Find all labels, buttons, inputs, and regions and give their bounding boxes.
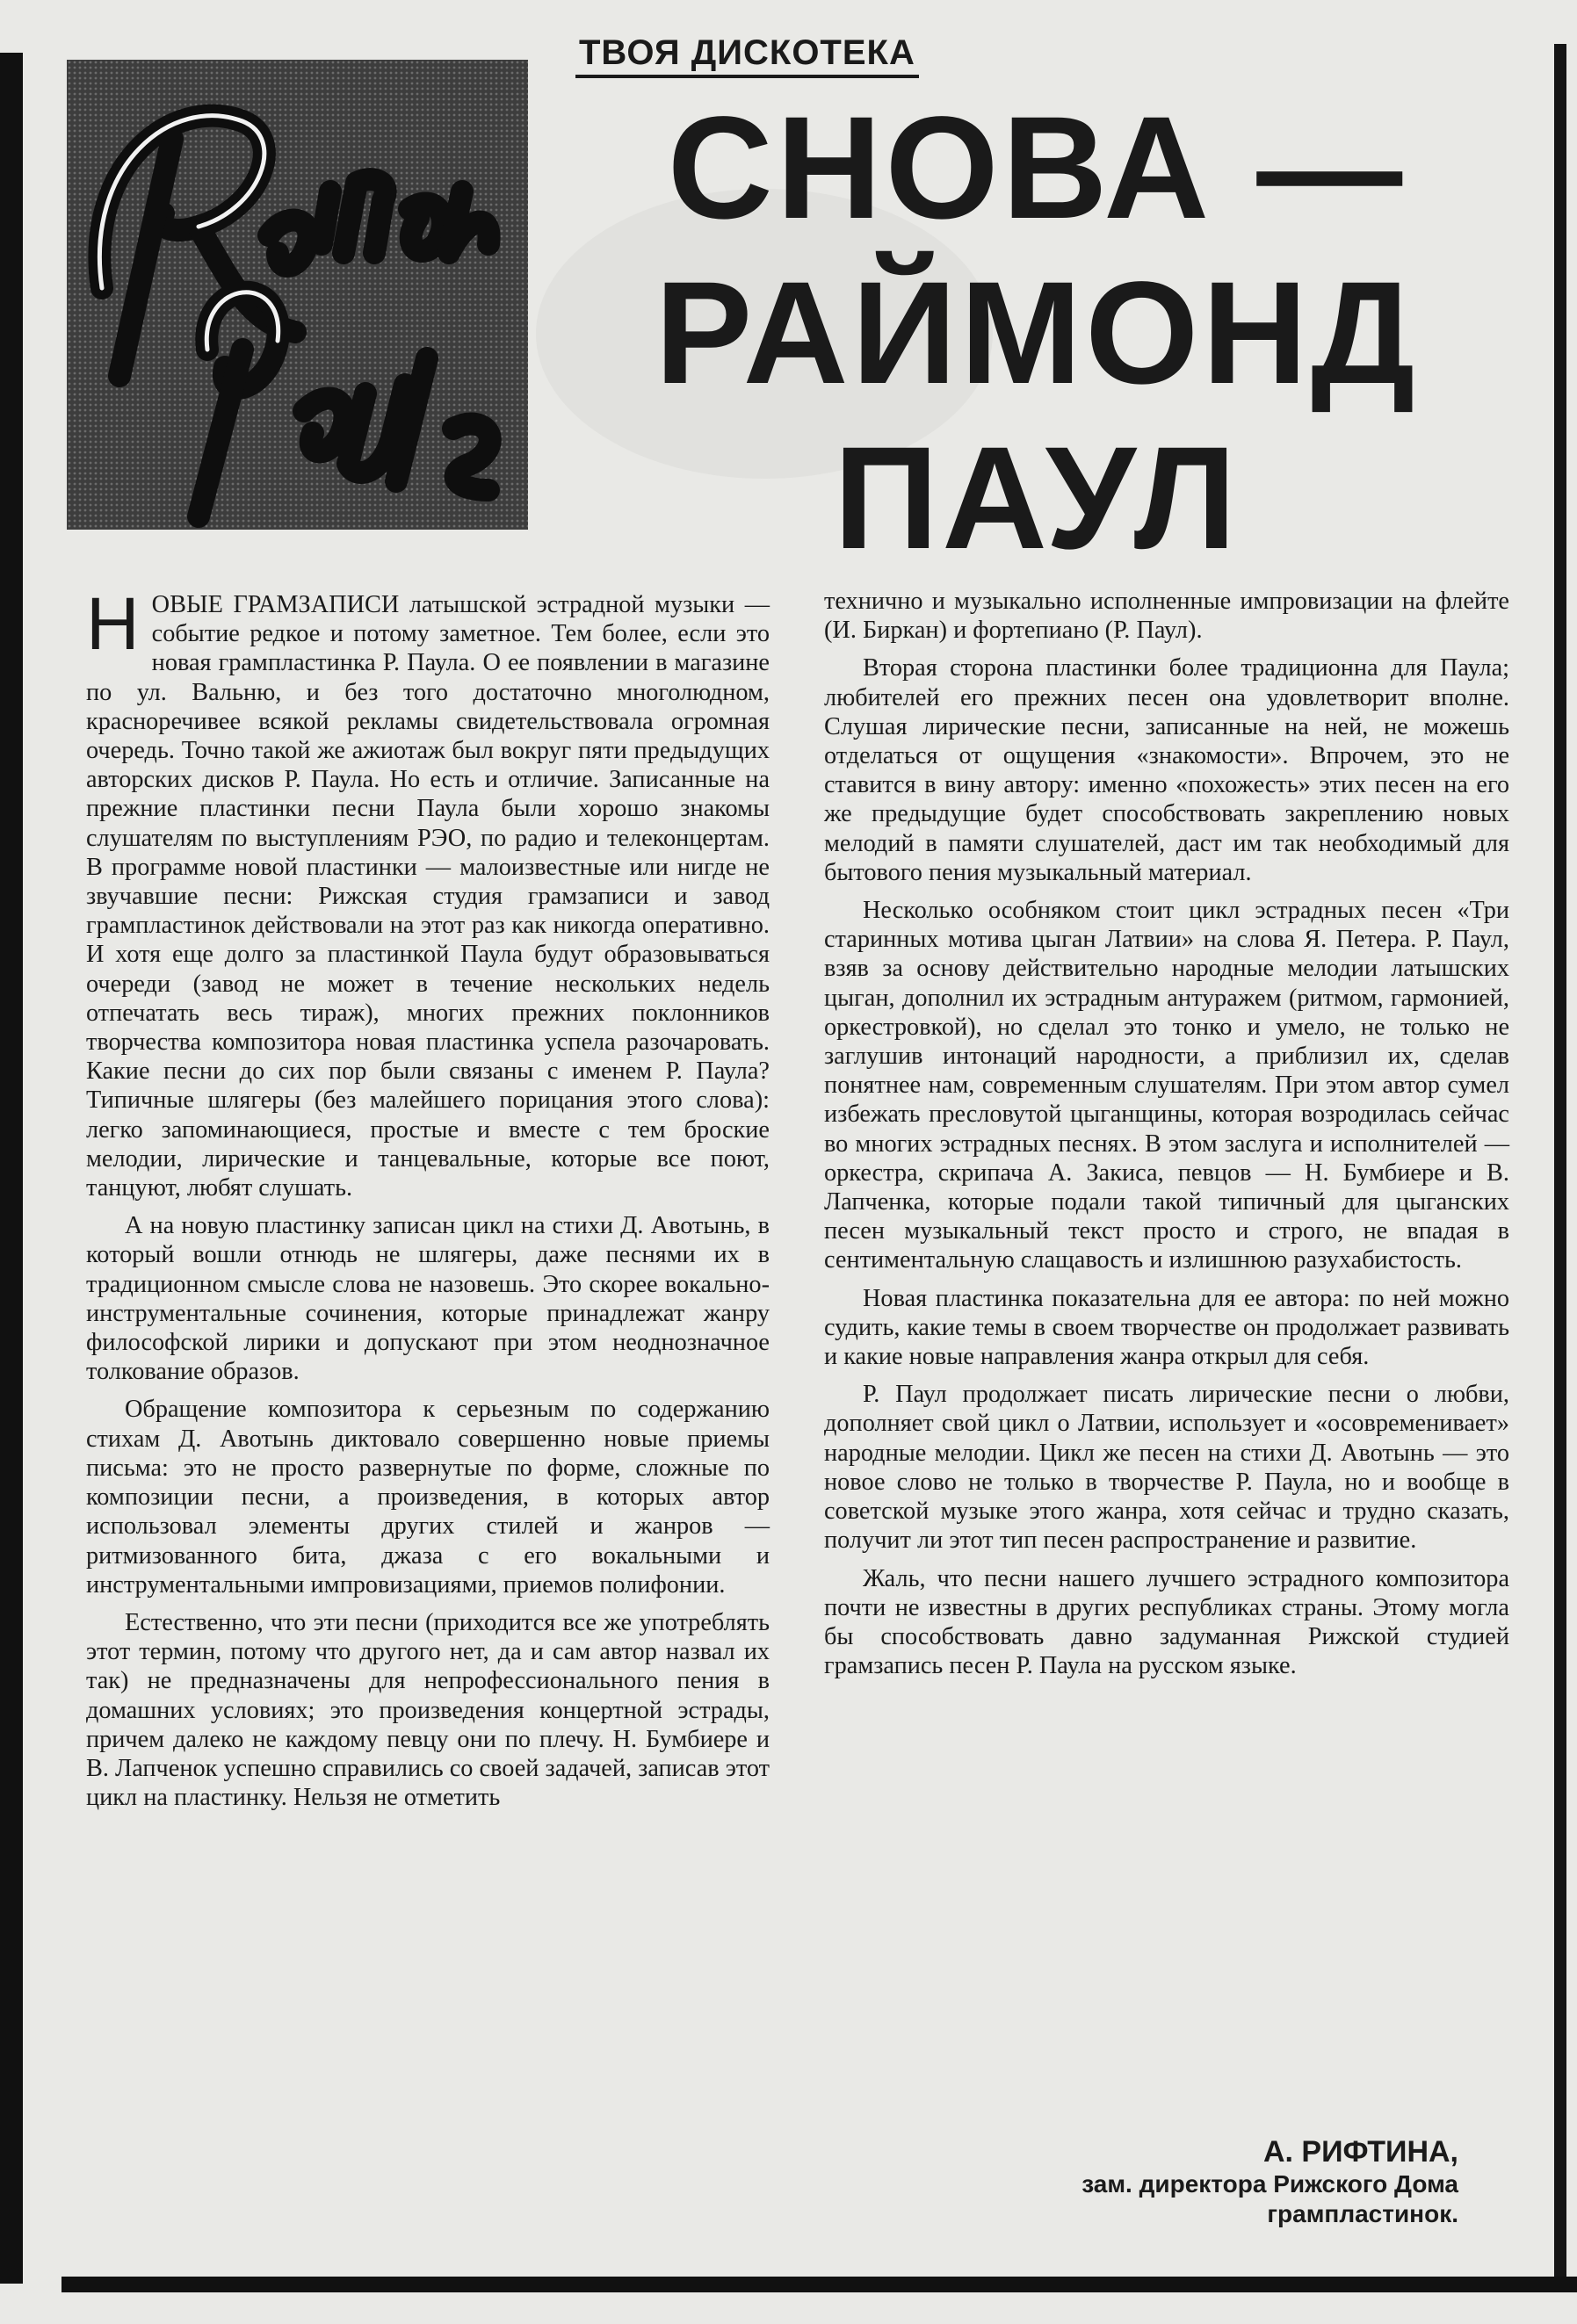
author-signature [922,2134,1458,2229]
paragraph-text: латышской эстрадной музыки — событие редкое и потому заметное. Тем более, если это новая грампластинка Р. Паула. О ее появлении в магазине по ул. Вальню, и без того достаточно многолюдном, красноречивее всякой рекламы свидетельствовала огромная очередь. Точно такой же ажиотаж был вокруг пяти предыдущих авторских дисков Р. Паула. Но есть и отличие. Записанные на прежние пластинки песни Паула были хорошо знакомы слушателям по выступлениям РЭО, по радио и телеконцертам. В программе новой пластинки — малоизвестные или нигде не звучавшие песни: Рижская студия грамзаписи и завод грампластинок действовали на этот раз как никогда оперативно. И хотя еще долго за пластинкой Паула будут образовываться очереди (завод не может в течение нескольких недель отпечатать весь тираж), многих прежних поклонников творчества композитора новая пластинка успела разочаровать. Какие песни до сих пор были связаны с именем Р. Паула? Типичные шлягеры (без малейшего порицания этого слова): легко запоминающиеся, простые и вместе с тем броские мелодии, лирические и танцевальные, которые все поют, танцуют, любят слушать. [86,591,770,1202]
right-border-rule [1554,44,1566,2284]
headline-line-3: ПАУЛ [833,417,1241,580]
headline-line-2: РАЙМОНД [655,252,1419,415]
headline-line-1: СНОВА — [667,87,1407,249]
paragraph: Несколько особняком стоит цикл эстрадных песен «Три старинных мотива цыган Латвии» на слова Я. Петера. Р. Паул, взяв за основу действительно народные мелодии латышских цыган, дополнил их эстрадным антуражем (ритмом, гармонией, оркестровкой), но сделал это тонко и умело, не только не заглушив интонаций народности, а приблизил их, сделав понятнее нам, современным слушателям. При этом автор сумел избежать пресловутой цыганщины, которая возродилась сейчас во многих эстрадных песнях. В этом заслуга и исполнителей — оркестра, скрипача А. Закиса, певцов — Н. Бумбиере и В. Лапченка, которые подали такой типичный для цыганских песен музыкальный текст просто и строго, не впадая в сентиментальную слащавость и излишнюю разухабистость. [824,897,1509,1274]
paragraph: технично и музыкально исполненные импровизации на флейте (И. Биркан) и фортепиано (Р. Паул). [824,588,1509,645]
paragraph: А на новую пластинку записан цикл на стихи Д. Авотынь, в который вошли отнюдь не шлягеры, даже песнями их в традиционном смысле слова не назовешь. Это скорее вокально-инструментальные сочинения, которые принадлежат жанру философской лирики и допускают при этом неоднозначное толкование образов. [86,1212,770,1386]
paragraph [86,582,770,1202]
raimonds-pauls-logo-image [67,60,528,530]
paragraph: Р. Паул продолжает писать лирические песни о любви, дополняет свой цикл о Латвии, использует и «осовременивает» народные мелодии. Цикл же песен на стихи Д. Авотынь — это новое слово не только в творчестве Р. Паула, но и вообще в советской музыке этого жанра, хотя сейчас и трудно сказать, получит ли этот тип песен распространение и развитие. [824,1381,1509,1555]
paragraph: Вторая сторона пластинки более традиционна для Паула; любителей его прежних песен она удовлетворит вполне. Слушая лирические песни, записанные на ней, не можешь отделаться от ощущения «знакомости». Впрочем, это не ставится в вину автору: именно «похожесть» этих песен на его же предыдущие будет способствовать закреплению новых мелодий в памяти слушателей, даст им так необходимый для бытового пения музыкальный материал. [824,654,1509,886]
section-rubric: ТВОЯ ДИСКОТЕКА [575,33,919,78]
author-title-line-2: грампластинок. [1267,2200,1458,2227]
article-headline [615,86,1458,581]
paragraph: Новая пластинка показательна для ее автора: по ней можно судить, какие темы в своем творчестве он продолжает развивать и какие новые направления жанра открыл для себя. [824,1284,1509,1371]
lead-in-caps: ОВЫЕ ГРАМЗАПИСИ [151,591,400,618]
paragraph: Обращение композитора к серьезным по содержанию стихам Д. Авотынь диктовало совершенно новые приемы письма: это не просто развернутые по форме, сложные по композиции песни, а произведения, в которых автор использовал элементы других стилей и жанров — ритмизованного бита, джаза с его вокальными и инструментальными импровизациями, приемов полифонии. [86,1396,770,1599]
article-column-right [824,587,1509,1689]
paragraph: Естественно, что эти песни (приходится все же употреблять этот термин, потому что другого нет, да и сам автор назвал их так) не предназначены для непрофессионального пения в домашних условиях; это произведения концертной эстрады, причем далеко не каждому певцу они по плечу. Н. Бумбиере и В. Лапченок успешно справились со своей задачей, записав этот цикл на пластинку. Нельзя не отметить [86,1608,770,1812]
paragraph: Жаль, что песни нашего лучшего эстрадного композитора почти не известны в других республиках страны. Этому могла бы способствовать давно задуманная Рижской студией грамзапись песен Р. Паула на русском языке. [824,1564,1509,1680]
author-name: А. РИФТИНА, [1262,2135,1458,2169]
article-column-left [86,582,770,1821]
bottom-border-rule [61,2277,1577,2292]
drop-cap: Н [86,582,140,665]
author-title-line-1: зам. директора Рижского Дома [1081,2170,1458,2198]
left-border-rule [0,53,23,2284]
